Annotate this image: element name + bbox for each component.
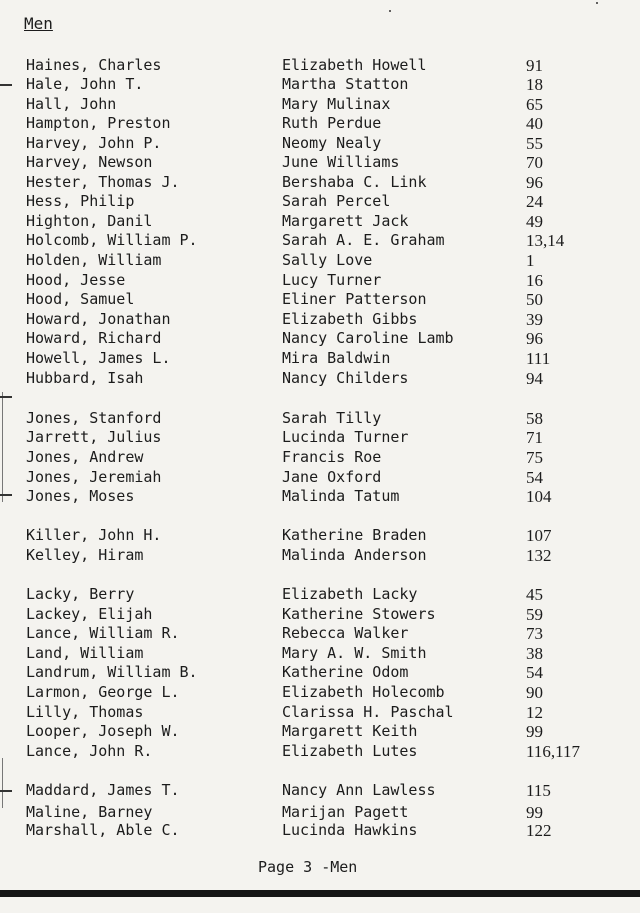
husband-name: Howell, James L. (26, 349, 171, 367)
bottom-rule (0, 890, 640, 897)
page-reference: 18 (526, 75, 543, 94)
wife-name: Clarissa H. Paschal (282, 703, 454, 721)
wife-name: Margarett Keith (282, 722, 418, 740)
wife-name: Elizabeth Holecomb (282, 683, 445, 701)
wife-name: Elizabeth Lacky (282, 585, 418, 603)
husband-name: Maddard, James T. (26, 781, 180, 799)
page-reference: 40 (526, 114, 543, 133)
husband-name: Hubbard, Isah (26, 369, 144, 387)
list-item (0, 310, 640, 329)
list-item (0, 644, 640, 663)
list-item (0, 192, 640, 211)
husband-name: Jones, Jeremiah (26, 468, 162, 486)
margin-mark (0, 396, 12, 398)
page-reference: 111 (526, 349, 551, 368)
margin-mark (0, 84, 12, 86)
page-reference: 99 (526, 803, 543, 822)
husband-name: Hale, John T. (26, 75, 144, 93)
page-footer: Page 3 -Men (258, 858, 358, 876)
list-item (0, 329, 640, 348)
husband-name: Maline, Barney (26, 803, 153, 821)
list-item (0, 742, 640, 761)
page-reference: 16 (526, 271, 543, 290)
wife-name: Jane Oxford (282, 468, 382, 486)
list-item (0, 349, 640, 368)
page-reference: 104 (526, 487, 552, 506)
list-item (0, 585, 640, 604)
speck (596, 2, 598, 4)
page-reference: 96 (526, 329, 543, 348)
page-reference: 94 (526, 369, 543, 388)
list-item (0, 663, 640, 682)
page-reference: 75 (526, 448, 543, 467)
wife-name: Sally Love (282, 251, 373, 269)
husband-name: Landrum, William B. (26, 663, 198, 681)
wife-name: Martha Statton (282, 75, 409, 93)
husband-name: Kelley, Hiram (26, 546, 144, 564)
list-item (0, 75, 640, 94)
husband-name: Marshall, Able C. (26, 821, 180, 839)
page-reference: 99 (526, 722, 543, 741)
husband-name: Lilly, Thomas (26, 703, 144, 721)
page-reference: 122 (526, 821, 552, 840)
husband-name: Holcomb, William P. (26, 231, 198, 249)
wife-name: Elizabeth Lutes (282, 742, 418, 760)
husband-name: Hood, Jesse (26, 271, 126, 289)
list-item (0, 781, 640, 800)
list-item (0, 448, 640, 467)
wife-name: Neomy Nealy (282, 134, 382, 152)
wife-name: Lucinda Turner (282, 428, 409, 446)
husband-name: Looper, Joseph W. (26, 722, 180, 740)
wife-name: Bershaba C. Link (282, 173, 427, 191)
page-reference: 132 (526, 546, 552, 565)
page-reference: 65 (526, 95, 543, 114)
list-item (0, 546, 640, 565)
wife-name: Eliner Patterson (282, 290, 427, 308)
husband-name: Howard, Jonathan (26, 310, 171, 328)
list-item (0, 487, 640, 506)
husband-name: Lackey, Elijah (26, 605, 153, 623)
wife-name: Katherine Stowers (282, 605, 436, 623)
wife-name: Mira Baldwin (282, 349, 391, 367)
wife-name: Sarah Tilly (282, 409, 382, 427)
list-item (0, 821, 640, 840)
husband-name: Larmon, George L. (26, 683, 180, 701)
page-reference: 54 (526, 663, 543, 682)
wife-name: Elizabeth Howell (282, 56, 427, 74)
margin-mark (0, 790, 12, 792)
list-item (0, 231, 640, 250)
list-item (0, 468, 640, 487)
husband-name: Lance, William R. (26, 624, 180, 642)
list-item (0, 369, 640, 388)
margin-mark (0, 494, 12, 496)
wife-name: Sarah A. E. Graham (282, 231, 445, 249)
husband-name: Jones, Andrew (26, 448, 144, 466)
husband-name: Harvey, John P. (26, 134, 162, 152)
list-item (0, 409, 640, 428)
wife-name: Malinda Anderson (282, 546, 427, 564)
husband-name: Hester, Thomas J. (26, 173, 180, 191)
husband-name: Jones, Stanford (26, 409, 162, 427)
husband-name: Killer, John H. (26, 526, 162, 544)
page-reference: 39 (526, 310, 543, 329)
wife-name: Lucinda Hawkins (282, 821, 418, 839)
page-reference: 90 (526, 683, 543, 702)
page-reference: 58 (526, 409, 543, 428)
wife-name: June Williams (282, 153, 400, 171)
list-item (0, 290, 640, 309)
husband-name: Howard, Richard (26, 329, 162, 347)
margin-line (2, 392, 3, 502)
wife-name: Mary A. W. Smith (282, 644, 427, 662)
list-item (0, 624, 640, 643)
husband-name: Lance, John R. (26, 742, 153, 760)
wife-name: Elizabeth Gibbs (282, 310, 418, 328)
page-reference: 116,117 (526, 742, 580, 761)
page-reference: 55 (526, 134, 543, 153)
list-item (0, 526, 640, 545)
wife-name: Nancy Childers (282, 369, 409, 387)
page-reference: 49 (526, 212, 543, 231)
list-item (0, 271, 640, 290)
husband-name: Highton, Danil (26, 212, 153, 230)
husband-name: Hess, Philip (26, 192, 135, 210)
list-item (0, 251, 640, 270)
list-item (0, 683, 640, 702)
husband-name: Hall, John (26, 95, 117, 113)
list-item (0, 722, 640, 741)
husband-name: Hampton, Preston (26, 114, 171, 132)
wife-name: Malinda Tatum (282, 487, 400, 505)
page-reference: 71 (526, 428, 543, 447)
wife-name: Ruth Perdue (282, 114, 382, 132)
wife-name: Mary Mulinax (282, 95, 391, 113)
speck (389, 10, 391, 12)
page-reference: 12 (526, 703, 543, 722)
husband-name: Haines, Charles (26, 56, 162, 74)
wife-name: Nancy Caroline Lamb (282, 329, 454, 347)
list-item (0, 114, 640, 133)
list-item (0, 173, 640, 192)
list-item (0, 428, 640, 447)
husband-name: Harvey, Newson (26, 153, 153, 171)
section-heading: Men (24, 14, 53, 33)
page-reference: 115 (526, 781, 551, 800)
husband-name: Holden, William (26, 251, 162, 269)
husband-name: Land, William (26, 644, 144, 662)
page-reference: 91 (526, 56, 543, 75)
wife-name: Katherine Braden (282, 526, 427, 544)
page-reference: 24 (526, 192, 543, 211)
page-reference: 13,14 (526, 231, 565, 250)
page-reference: 50 (526, 290, 543, 309)
page-reference: 96 (526, 173, 543, 192)
wife-name: Lucy Turner (282, 271, 382, 289)
wife-name: Rebecca Walker (282, 624, 409, 642)
list-item (0, 153, 640, 172)
wife-name: Sarah Percel (282, 192, 391, 210)
page-reference: 1 (526, 251, 535, 270)
page-reference: 70 (526, 153, 543, 172)
margin-line (2, 758, 3, 808)
list-item (0, 605, 640, 624)
list-item (0, 803, 640, 822)
wife-name: Francis Roe (282, 448, 382, 466)
list-item (0, 703, 640, 722)
page-reference: 54 (526, 468, 543, 487)
list-item (0, 134, 640, 153)
page-reference: 59 (526, 605, 543, 624)
list-item (0, 212, 640, 231)
husband-name: Jones, Moses (26, 487, 135, 505)
page-reference: 38 (526, 644, 543, 663)
page-reference: 73 (526, 624, 543, 643)
wife-name: Marijan Pagett (282, 803, 409, 821)
page-reference: 45 (526, 585, 543, 604)
list-item (0, 56, 640, 75)
list-item (0, 95, 640, 114)
wife-name: Nancy Ann Lawless (282, 781, 436, 799)
husband-name: Jarrett, Julius (26, 428, 162, 446)
page-reference: 107 (526, 526, 552, 545)
husband-name: Hood, Samuel (26, 290, 135, 308)
wife-name: Margarett Jack (282, 212, 409, 230)
wife-name: Katherine Odom (282, 663, 409, 681)
husband-name: Lacky, Berry (26, 585, 135, 603)
